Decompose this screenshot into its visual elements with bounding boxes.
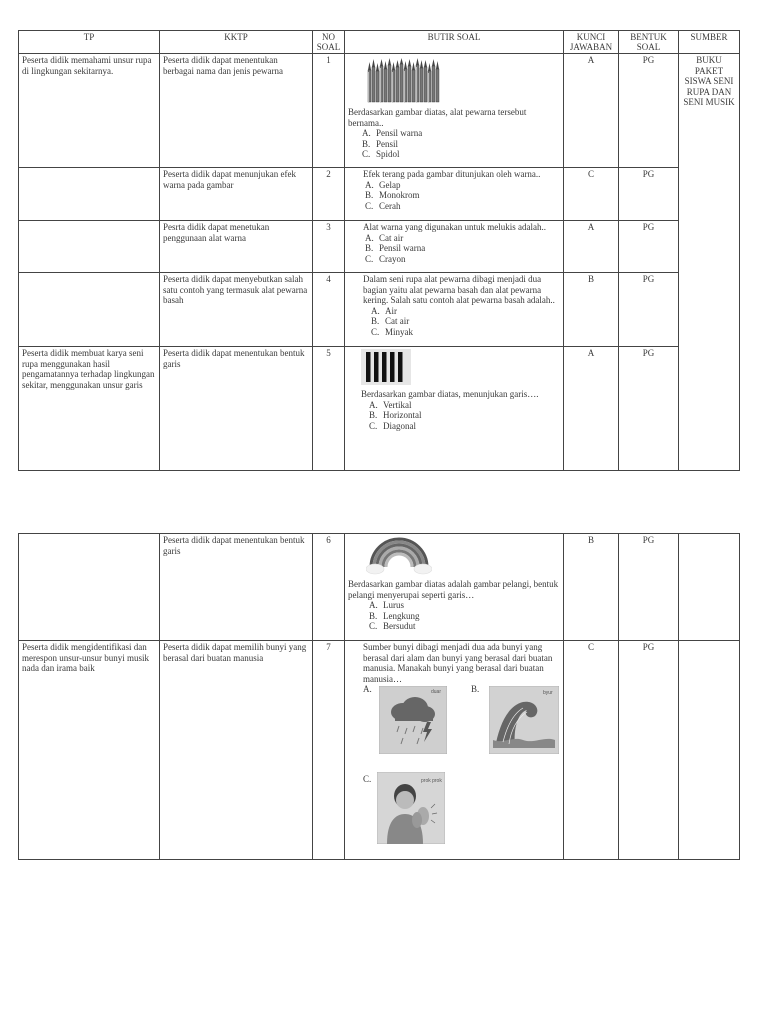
option-c: C. Diagonal [369, 420, 416, 431]
option-a: A. Pensil warna [362, 128, 423, 138]
bentuk-cell: PG [619, 534, 679, 641]
options-list [363, 180, 560, 212]
options-list [363, 233, 560, 265]
table-row [19, 168, 740, 221]
option-a: A. Lurus [369, 600, 404, 610]
header-tp: TP [19, 31, 160, 54]
option-b: B. Pensil [362, 138, 399, 149]
options-list [348, 128, 560, 160]
kktp-cell: Pesrta didik dapat menetukan penggunaan alat warna [160, 221, 313, 273]
no-soal-cell: 7 [313, 641, 345, 860]
option-c: C. Bersudut [369, 621, 416, 631]
option-c: C. Minyak [371, 326, 413, 337]
ocean-wave-image [489, 686, 559, 754]
bentuk-cell: PG [619, 221, 679, 273]
question-text: Berdasarkan gambar diatas, menunjukan garis…. [361, 389, 539, 399]
option-b: B. Pensil warna [365, 243, 426, 253]
tp-cell [19, 273, 160, 347]
image-option-a-label: A. [363, 684, 372, 694]
tp-cell: Peserta didik memahami unsur rupa di lingkungan sekitarnya. [19, 54, 160, 168]
no-soal-cell: 3 [313, 221, 345, 273]
tp-cell: Peserta didik mengidentifikasi dan merespon unsur-unsur bunyi musik nada dan irama baik [19, 641, 160, 860]
table-row [19, 54, 740, 168]
table-row [19, 641, 740, 860]
option-b: B. Cat air [371, 316, 410, 326]
option-c: C. Spidol [362, 149, 400, 159]
sound-word-a: duar [431, 689, 442, 695]
question-text: Berdasarkan gambar diatas, alat pewarna tersebut bernama.. [348, 107, 527, 128]
no-soal-cell: 4 [313, 273, 345, 347]
butir-soal-cell [345, 221, 564, 273]
kktp-cell: Peserta didik dapat menentukan bentuk garis [160, 534, 313, 641]
kunci-cell: A [564, 347, 619, 471]
no-soal-cell: 6 [313, 534, 345, 641]
option-a: A. Vertikal [369, 399, 412, 410]
tp-cell [19, 221, 160, 273]
sumber-cell [679, 534, 740, 641]
kktp-cell: Peserta didik dapat menentukan berbagai nama dan jenis pewarna [160, 54, 313, 168]
image-option-c-label: C. [363, 774, 372, 784]
option-b: B. Monokrom [365, 190, 420, 200]
kunci-cell: B [564, 273, 619, 347]
butir-soal-cell [345, 54, 564, 168]
question-text: Alat warna yang digunakan untuk melukis adalah.. [363, 222, 546, 232]
sound-word-b: byur [543, 690, 553, 696]
option-a: A. Gelap [365, 179, 401, 190]
kunci-cell: A [564, 221, 619, 273]
no-soal-cell: 1 [313, 54, 345, 168]
options-list [348, 600, 560, 632]
option-a: A. Air [371, 305, 397, 316]
no-soal-cell: 5 [313, 347, 345, 471]
option-b: B. Lengkung [369, 610, 420, 621]
kktp-cell: Peserta didik dapat menunjukan efek warna pada gambar [160, 168, 313, 221]
question-text: Efek terang pada gambar ditunjukan oleh warna.. [363, 169, 541, 179]
no-soal-cell: 2 [313, 168, 345, 221]
header-row [19, 31, 740, 54]
butir-soal-cell [345, 641, 564, 860]
bentuk-cell: PG [619, 347, 679, 471]
butir-soal-cell [345, 168, 564, 221]
header-sumber: SUMBER [679, 31, 740, 54]
options-list [363, 306, 560, 338]
options-list [361, 400, 560, 432]
image-options [363, 684, 560, 849]
butir-soal-cell [345, 347, 564, 471]
table-row [19, 273, 740, 347]
kktp-cell: Peserta didik dapat memilih bunyi yang berasal dari buatan manusia [160, 641, 313, 860]
bentuk-cell: PG [619, 641, 679, 860]
kktp-cell: Peserta didik dapat menentukan bentuk garis [160, 347, 313, 471]
tp-cell: Peserta didik membuat karya seni rupa menggunakan hasil pengamatannya terhadap lingkungan sekitar, menggunakan unsur garis [19, 347, 160, 471]
butir-soal-cell [345, 534, 564, 641]
image-option-b-label: B. [471, 684, 480, 694]
bentuk-cell: PG [619, 273, 679, 347]
header-kunci-jawaban: KUNCI JAWABAN [564, 31, 619, 54]
butir-soal-cell [345, 273, 564, 347]
question-text: Dalam seni rupa alat pewarna dibagi menjadi dua bagian yaitu alat pewarna basah dan alat pewarna kering. Salah satu contoh alat pewarna basah adalah.. [363, 274, 555, 305]
clapping-child-image [377, 772, 445, 844]
header-butir-soal: BUTIR SOAL [345, 31, 564, 54]
sound-word-c: prok prok [421, 778, 442, 784]
bentuk-cell: PG [619, 54, 679, 168]
option-a: A. Cat air [365, 232, 404, 243]
header-bentuk-soal: BENTUK SOAL [619, 31, 679, 54]
bentuk-cell: PG [619, 168, 679, 221]
option-c: C. Crayon [365, 253, 406, 264]
tp-cell [19, 168, 160, 221]
question-table-1 [18, 30, 740, 471]
table-row [19, 534, 740, 641]
kunci-cell: C [564, 641, 619, 860]
question-table-2 [18, 533, 740, 860]
header-no-soal: NO SOAL [313, 31, 345, 54]
sumber-cell [679, 641, 740, 860]
tp-cell [19, 534, 160, 641]
question-text: Berdasarkan gambar diatas adalah gambar pelangi, bentuk pelangi menyerupai seperti garis… [348, 579, 559, 600]
option-c: C. Cerah [365, 200, 401, 211]
rain-cloud-image [379, 686, 447, 754]
rainbow-image [366, 535, 432, 575]
table-row [19, 221, 740, 273]
kunci-cell: B [564, 534, 619, 641]
kunci-cell: A [564, 54, 619, 168]
kktp-cell: Peserta didik dapat menyebutkan salah satu contoh yang termasuk alat pewarna basah [160, 273, 313, 347]
kunci-cell: C [564, 168, 619, 221]
table-row [19, 347, 740, 471]
sumber-cell: BUKU PAKET SISWA SENI RUPA DAN SENI MUSIK [679, 54, 740, 471]
question-text: Sumber bunyi dibagi menjadi dua ada bunyi yang berasal dari alam dan bunyi yang berasal dari buatan manusia. Manakah bunyi yang berasal dari buatan manusia… [363, 642, 553, 684]
vertical-lines-image [361, 349, 411, 385]
header-kktp: KKTP [160, 31, 313, 54]
option-b: B. Horizontal [369, 410, 422, 420]
colored-pencils-image [366, 58, 446, 104]
